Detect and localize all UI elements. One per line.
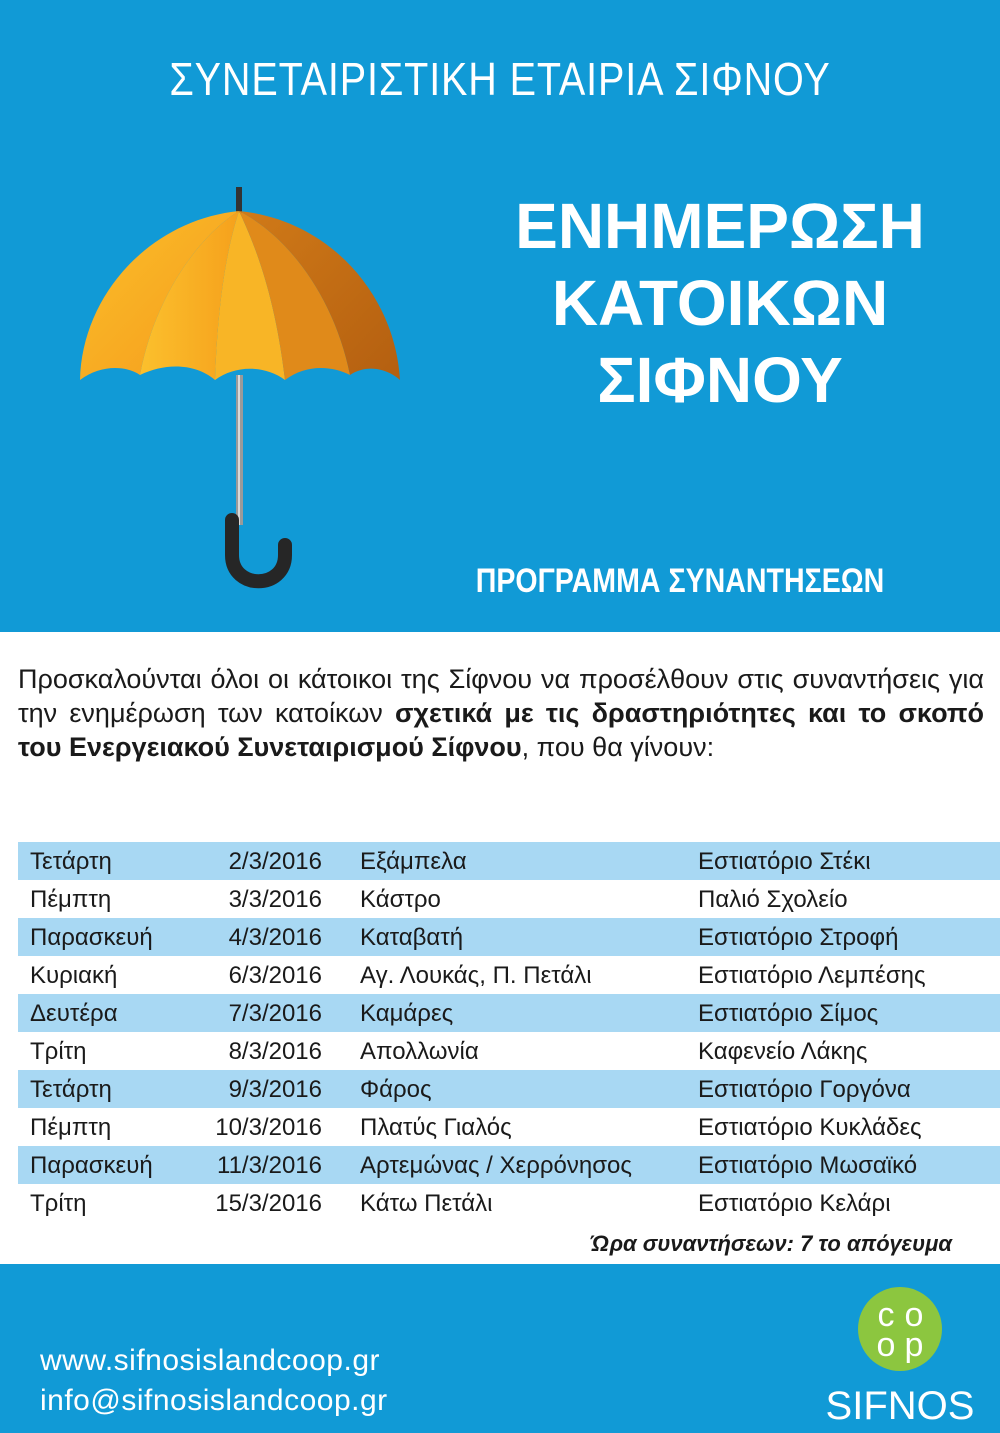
intro-paragraph bbox=[18, 662, 984, 764]
intro-text-bold: σχετικά με τις δραστηριότητες και το σκοπό του Ενεργειακού Συνεταιρισμού Σίφνου bbox=[18, 698, 984, 762]
venue-cell: Παλιό Σχολείο bbox=[698, 886, 848, 913]
coop-sifnos-logo bbox=[815, 1284, 985, 1429]
day-cell: Πέμπτη bbox=[30, 886, 112, 913]
day-cell: Πέμπτη bbox=[30, 1114, 112, 1141]
location-cell: Φάρος bbox=[360, 1076, 432, 1103]
main-title-line-2: ΚΑΤΟΙΚΩΝ bbox=[551, 267, 889, 339]
location-cell: Κάστρο bbox=[360, 886, 441, 913]
venue-cell: Εστιατόριο Στροφή bbox=[698, 924, 899, 951]
email-link[interactable]: info@sifnosislandcoop.gr bbox=[40, 1384, 388, 1417]
date-cell: 15/3/2016 bbox=[215, 1190, 322, 1217]
date-cell: 4/3/2016 bbox=[228, 924, 322, 951]
day-cell: Τρίτη bbox=[30, 1038, 87, 1065]
location-cell: Αγ. Λουκάς, Π. Πετάλι bbox=[360, 962, 592, 989]
venue-cell: Εστιατόριο Στέκι bbox=[698, 848, 871, 875]
venue-cell: Εστιατόριο Γοργόνα bbox=[698, 1076, 911, 1103]
logo-letter-o: o bbox=[904, 1296, 924, 1334]
day-cell: Δευτέρα bbox=[30, 1000, 118, 1027]
table-row bbox=[18, 1184, 1000, 1222]
table-row bbox=[18, 1032, 1000, 1070]
logo-text: SIFNOS bbox=[825, 1384, 975, 1428]
table-row bbox=[18, 880, 1000, 918]
program-title: ΠΡΟΓΡΑΜΜΑ ΣΥΝΑΝΤΗΣΕΩΝ bbox=[475, 562, 885, 600]
day-cell: Παρασκευή bbox=[30, 924, 153, 951]
day-cell: Κυριακή bbox=[30, 962, 118, 989]
table-row bbox=[18, 1108, 1000, 1146]
header-banner bbox=[0, 0, 1000, 632]
venue-cell: Εστιατόριο Μωσαϊκό bbox=[698, 1152, 918, 1179]
venue-cell: Καφενείο Λάκης bbox=[698, 1038, 868, 1065]
location-cell: Αρτεμώνας / Χερρόνησος bbox=[360, 1152, 632, 1179]
intro-text-end: , που θα γίνουν: bbox=[521, 732, 715, 762]
table-row bbox=[18, 1070, 1000, 1108]
website-link[interactable]: www.sifnosislandcoop.gr bbox=[40, 1344, 380, 1377]
day-cell: Τετάρτη bbox=[30, 1076, 112, 1103]
table-row bbox=[18, 956, 1000, 994]
location-cell: Εξάμπελα bbox=[360, 848, 467, 875]
meeting-time-note: Ώρα συναντήσεων: 7 το απόγευμα bbox=[591, 1231, 952, 1256]
date-cell: 8/3/2016 bbox=[228, 1038, 322, 1065]
date-cell: 9/3/2016 bbox=[228, 1076, 322, 1103]
location-cell: Απολλωνία bbox=[360, 1038, 479, 1065]
date-cell: 3/3/2016 bbox=[228, 886, 322, 913]
logo-letter-p: p bbox=[904, 1326, 924, 1364]
schedule-table bbox=[18, 842, 1000, 1222]
logo-letter-c: c bbox=[877, 1296, 895, 1334]
date-cell: 11/3/2016 bbox=[217, 1152, 322, 1179]
day-cell: Παρασκευή bbox=[30, 1152, 153, 1179]
footer-banner bbox=[0, 1264, 1000, 1433]
table-row bbox=[18, 994, 1000, 1032]
table-row bbox=[18, 1146, 1000, 1184]
coop-logo-icon bbox=[815, 1284, 985, 1384]
date-cell: 2/3/2016 bbox=[228, 848, 322, 875]
location-cell: Πλατύς Γιαλός bbox=[360, 1114, 512, 1141]
main-title bbox=[470, 188, 970, 419]
location-cell: Καμάρες bbox=[360, 1000, 454, 1027]
venue-cell: Εστιατόριο Σίμος bbox=[698, 1000, 879, 1027]
table-row bbox=[18, 918, 1000, 956]
date-cell: 6/3/2016 bbox=[228, 962, 322, 989]
venue-cell: Εστιατόριο Κελάρι bbox=[698, 1190, 891, 1217]
main-title-line-3: ΣΙΦΝΟΥ bbox=[597, 344, 843, 416]
umbrella-icon bbox=[70, 175, 410, 595]
table-row bbox=[18, 842, 1000, 880]
location-cell: Καταβατή bbox=[360, 924, 464, 951]
logo-letter-o2: o bbox=[876, 1326, 896, 1364]
intro-text-start: Προσκαλούνται όλοι οι κάτοικοι της Σίφνου να προσέλθουν στις συναντήσεις για την ενημέρωση των κατοίκων bbox=[18, 664, 984, 728]
date-cell: 7/3/2016 bbox=[228, 1000, 322, 1027]
venue-cell: Εστιατόριο Κυκλάδες bbox=[698, 1114, 922, 1141]
main-title-line-1: ΕΝΗΜΕΡΩΣΗ bbox=[515, 190, 925, 262]
venue-cell: Εστιατόριο Λεμπέσης bbox=[698, 962, 926, 989]
organization-title: ΣΥΝΕΤΑΙΡΙΣΤΙΚΗ ΕΤΑΙΡΙΑ ΣΙΦΝΟΥ bbox=[169, 53, 831, 105]
day-cell: Τρίτη bbox=[30, 1190, 87, 1217]
day-cell: Τετάρτη bbox=[30, 848, 112, 875]
date-cell: 10/3/2016 bbox=[215, 1114, 322, 1141]
location-cell: Κάτω Πετάλι bbox=[360, 1190, 493, 1217]
